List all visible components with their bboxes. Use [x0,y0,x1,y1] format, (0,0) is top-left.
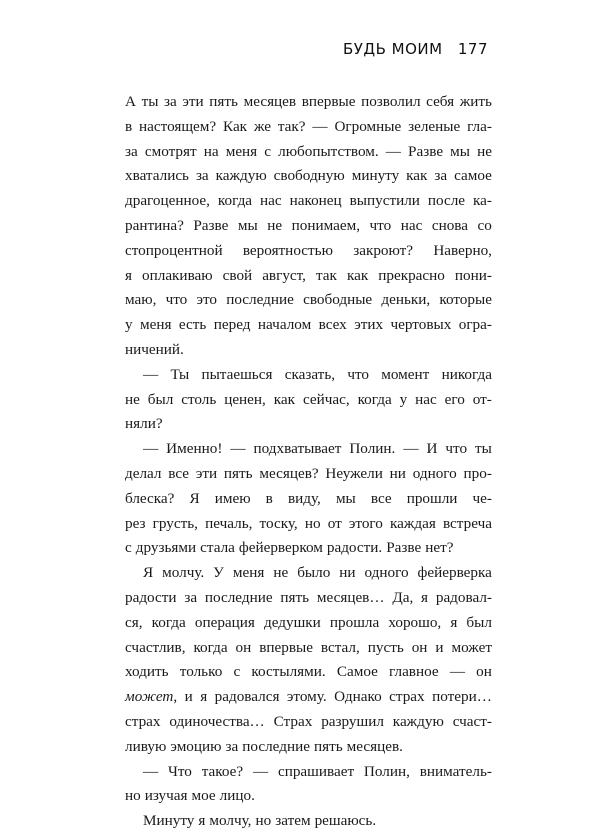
text-line: счастлив, когда он впервые встал, пусть он и может [125,638,492,656]
text-line: за смотрят на меня с любопытством. — Разве мы не [125,142,492,160]
text-line: не был столь ценен, как сейчас, когда у нас его от- [125,390,492,408]
text-line: страх одиночества… Страх разрушил каждую счаст- [125,712,492,730]
text-line: — Ты пытаешься сказать, что момент никогда [143,365,492,383]
text-line: Я молчу. У меня не было ни одного фейерверка [143,564,492,582]
text-line: рантина? Разве мы не понимаем, что нас снова со [125,216,492,234]
text-line: стопроцентной вероятностью закроют? Наверно, [125,241,492,259]
running-head [343,40,488,58]
text-line: у меня есть перед началом всех этих чертовых огра- [125,316,492,334]
text-line: Минуту я молчу, но затем решаюсь. [143,812,377,830]
text-line: с друзьями стала фейерверком радости. Разве нет? [125,539,454,557]
text-line: в настоящем? Как же так? — Огромные зеленые гла- [125,117,492,135]
text-line: блеска? Я имею в виду, мы все прошли че- [125,489,492,507]
text-line: — Именно! — подхватывает Полин. — И что ты [143,440,492,458]
text-line: я оплакиваю свой август, так как прекрасно пони- [125,266,492,284]
text-line: хватались за каждую свободную минуту как за самое [125,167,492,185]
page-body [125,90,492,834]
text-line: ничений. [125,340,184,358]
text-line: делал все эти пять месяцев? Неужели ни одного про- [125,464,492,482]
text-line: — Что такое? — спрашивает Полин, вниматель- [143,762,492,780]
text-line: но изучая мое лицо. [125,787,255,805]
text-line: А ты за эти пять месяцев впервые позволил себя жить [125,93,492,110]
book-title: БУДЬ МОИМ [342,40,443,58]
text-line: может, и я радовался этому. Однако страх потери… [125,688,492,706]
text-line: ливую эмоцию за последние пять месяцев. [125,737,403,755]
text-line: рез грусть, печаль, тоску, но от этого каждая встреча [125,514,492,532]
text-line: ся, когда операция дедушки прошла хорошо, я был [125,613,492,631]
page-number: 177 [457,40,488,58]
text-line: няли? [125,415,163,433]
text-line: драгоценное, когда нас наконец выпустили после ка- [125,192,492,210]
text-line: маю, что это последние свободные деньки, которые [125,291,492,309]
text-line: радости за последние пять месяцев… Да, я радовал- [125,588,492,606]
text-line: ходить только с костылями. Самое главное — он [125,663,492,681]
